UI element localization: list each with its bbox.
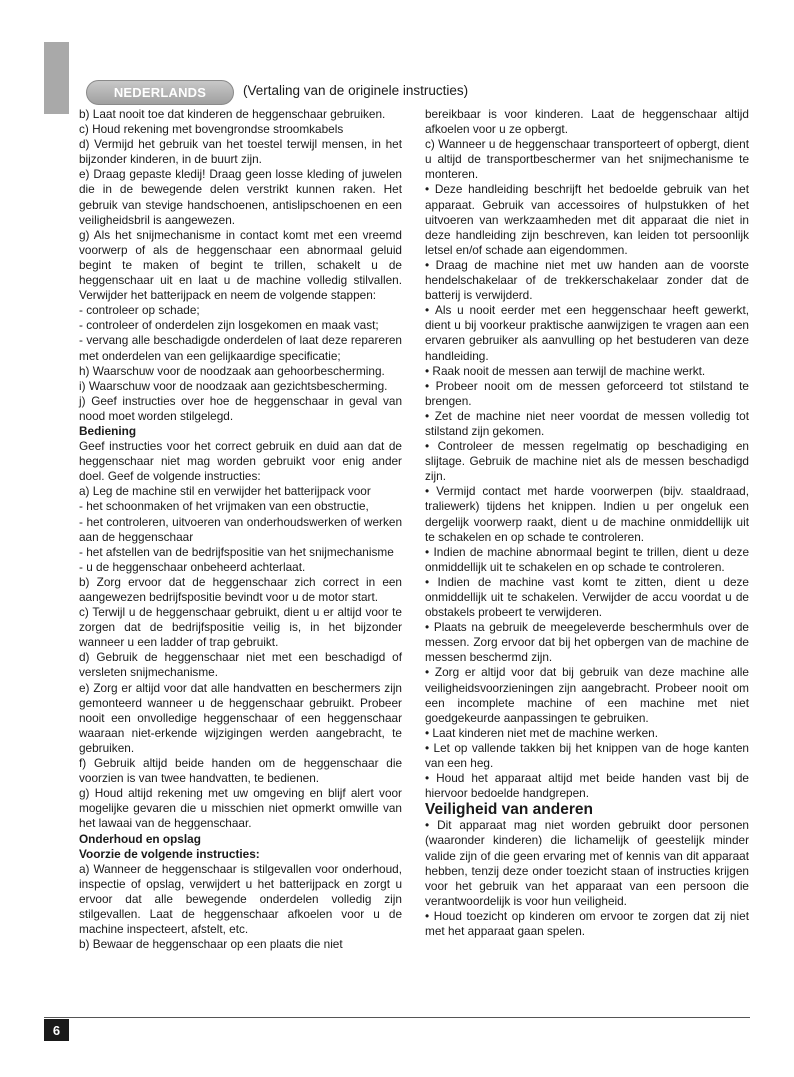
paragraph: - vervang alle beschadigde onderdelen of laat deze repareren met onderdelen van een gelijkaardige specificatie;	[79, 333, 402, 363]
paragraph: h) Waarschuw voor de noodzaak aan gehoorbescherming.	[79, 363, 385, 378]
paragraph: b) Bewaar de heggenschaar op een plaats die niet	[79, 937, 343, 952]
bullet-item: • Zet de machine niet neer voordat de messen volledig tot stilstand zijn gekomen.	[425, 409, 749, 439]
section-title: Veiligheid van anderen	[425, 801, 593, 819]
paragraph: g) Als het snijmechanisme in contact komt met een vreemd voorwerp of als de heggenschaar een abnormaal geluid begint te maken of begint te trillen, schakelt u de heggenschaar uit en laat u de machine volledig stilvallen. Verwijder het batterijpack en neem de volgende stappen:	[79, 227, 402, 303]
paragraph: i) Waarschuw voor de noodzaak aan gezichtsbescherming.	[79, 378, 388, 393]
paragraph: f) Gebruik altijd beide handen om de heggenschaar die voorzien is van twee handvatten, te bedienen.	[79, 756, 402, 786]
page-number: 6	[44, 1019, 69, 1041]
paragraph: bereikbaar is voor kinderen. Laat de heggenschaar altijd afkoelen voor u ze opbergt.	[425, 107, 749, 137]
paragraph: - het controleren, uitvoeren van onderhoudswerken of werken aan de heggenschaar	[79, 514, 402, 544]
bullet-item: • Houd het apparaat altijd met beide handen vast bij de hiervoor bedoelde handgrepen.	[425, 771, 749, 801]
paragraph: c) Houd rekening met bovengrondse stroomkabels	[79, 122, 344, 137]
bullet-item: • Draag de machine niet met uw handen aan de voorste hendelschakelaar of de trekkerschakelaar zonder dat de batterij is verwijderd.	[425, 258, 749, 303]
bullet-item: • Zorg er altijd voor dat bij gebruik van deze machine alle veiligheidsvoorzieningen zijn aangebracht. Probeer nooit om een incomplete machine of een machine met niet goedgekeurde aanpassingen te gebruiken.	[425, 665, 749, 725]
bullet-item: • Controleer de messen regelmatig op beschadiging en slijtage. Gebruik de machine niet als de messen beschadigd zijn.	[425, 439, 749, 484]
paragraph: j) Geef instructies over hoe de heggenschaar in geval van nood moet worden stilgelegd.	[79, 393, 402, 423]
bullet-item: • Houd toezicht op kinderen om ervoor te zorgen dat zij niet met het apparaat gaan spelen.	[425, 909, 749, 939]
paragraph: c) Terwijl u de heggenschaar gebruikt, dient u er altijd voor te zorgen dat de bedrijfspositie veilig is, in het bijzonder wanneer u een ladder of trap gebruikt.	[79, 605, 402, 650]
section-heading: Onderhoud en opslag	[79, 831, 201, 846]
paragraph: a) Wanneer de heggenschaar is stilgevallen voor onderhoud, inspectie of opslag, verwijdert u het batterijpack en zorgt u ervoor dat alle bewegende onderdelen volledig zijn stilgevallen. Laat de heggenschaar afkoelen voor u de machine inspecteert, afstelt, etc.	[79, 861, 402, 937]
page-subtitle: (Vertaling van de originele instructies)	[243, 83, 469, 98]
paragraph: e) Zorg er altijd voor dat alle handvatten en beschermers zijn gemonteerd wanneer u de heggenschaar gebruikt. Probeer nooit een onvolledige heggenschaar of een heggenschaar waaraan niet-erkende wijzigingen werden aangebracht, te gebruiken.	[79, 680, 402, 755]
left-column	[79, 107, 402, 952]
paragraph: - u de heggenschaar onbeheerd achterlaat.	[79, 559, 306, 574]
bullet-item: • Let op vallende takken bij het knippen van de hoge kanten van een heg.	[425, 741, 749, 771]
paragraph: - het afstellen van de bedrijfspositie van het snijmechanisme	[79, 544, 394, 559]
paragraph: a) Leg de machine stil en verwijder het batterijpack voor	[79, 484, 371, 499]
section-heading: Voorzie de volgende instructies:	[79, 846, 260, 861]
paragraph: Geef instructies voor het correct gebruik en duid aan dat de heggenschaar niet mag worden gebruikt voor enig ander doel. Geef de volgende instructies:	[79, 439, 402, 484]
bullet-item: • Raak nooit de messen aan terwijl de machine werkt.	[425, 364, 749, 379]
bullet-item: • Laat kinderen niet met de machine werken.	[425, 726, 749, 741]
bullet-item: • Vermijd contact met harde voorwerpen (bijv. staaldraad, traliewerk) tijdens het knippen. Indien u per ongeluk een dergelijk voorwerp raakt, dient u de machine onmiddellijk uit te schakelen en op schade te controleren.	[425, 484, 749, 544]
bullet-item: • Probeer nooit om de messen geforceerd tot stilstand te brengen.	[425, 379, 749, 409]
bullet-item: • Dit apparaat mag niet worden gebruikt door personen (waaronder kinderen) die lichamelijk of geestelijk minder valide zijn of die geen ervaring met of kennis van dit apparaat hebben, tenzij deze onder toezicht staan of instructies krijgen voor het gebruik van het apparaat van een persoon die verantwoordelijk is voor hun veiligheid.	[425, 818, 749, 909]
language-badge: NEDERLANDS	[86, 80, 234, 105]
paragraph: e) Draag gepaste kledij! Draag geen losse kleding of juwelen die in de bewegende delen verstrikt kunnen raken. Het gebruik van stevige handschoenen, antislipschoenen en een veiligheidsbril is aangewezen.	[79, 167, 402, 227]
paragraph: - controleer op schade;	[79, 303, 200, 318]
side-tab	[44, 42, 69, 114]
paragraph: d) Gebruik de heggenschaar niet met een beschadigd of versleten snijmechanisme.	[79, 650, 402, 680]
paragraph: c) Wanneer u de heggenschaar transporteert of opbergt, dient u altijd de transportbeschermer van het snijmechanisme te monteren.	[425, 137, 749, 182]
section-heading: Bediening	[79, 423, 137, 438]
bullet-item: • Deze handleiding beschrijft het bedoelde gebruik van het apparaat. Gebruik van accessoires of hulpstukken of het uitvoeren van werkzaamheden met dit apparaat die niet in deze handleiding zijn beschreven, kan leiden tot persoonlijk letsel en/of schade aan eigendommen.	[425, 182, 749, 257]
bullet-item: • Plaats na gebruik de meegeleverde beschermhuls over de messen. Zorg ervoor dat bij het opbergen van de machine de messen beschermd zijn.	[425, 620, 749, 665]
right-column	[425, 107, 749, 939]
paragraph: b) Laat nooit toe dat kinderen de heggenschaar gebruiken.	[79, 107, 386, 121]
paragraph: b) Zorg ervoor dat de heggenschaar zich correct in een aangewezen bedrijfspositie bevindt voor u de motor start.	[79, 574, 402, 604]
bullet-item: • Indien de machine vast komt te zitten, dient u deze onmiddellijk uit te schakelen. Verwijder de accu voordat u de obstakels probeert te verwijderen.	[425, 575, 749, 620]
footer-rule	[44, 1017, 750, 1018]
paragraph: - controleer of onderdelen zijn losgekomen en maak vast;	[79, 318, 379, 333]
paragraph: g) Houd altijd rekening met uw omgeving en blijf alert voor mogelijke gevaren die u misschien niet opmerkt omwille van het lawaai van de heggenschaar.	[79, 786, 402, 831]
bullet-item: • Als u nooit eerder met een heggenschaar heeft gewerkt, dient u bij voorkeur praktische aanwijzigen te vragen aan een ervaren gebruiker als aanvulling op het bestuderen van deze handleiding.	[425, 303, 749, 363]
bullet-item: • Indien de machine abnormaal begint te trillen, dient u deze onmiddellijk uit te schakelen en op schade te controleren.	[425, 545, 749, 575]
paragraph: d) Vermijd het gebruik van het toestel terwijl mensen, in het bijzonder kinderen, in de buurt zijn.	[79, 137, 402, 167]
paragraph: - het schoonmaken of het vrijmaken van een obstructie,	[79, 499, 369, 514]
